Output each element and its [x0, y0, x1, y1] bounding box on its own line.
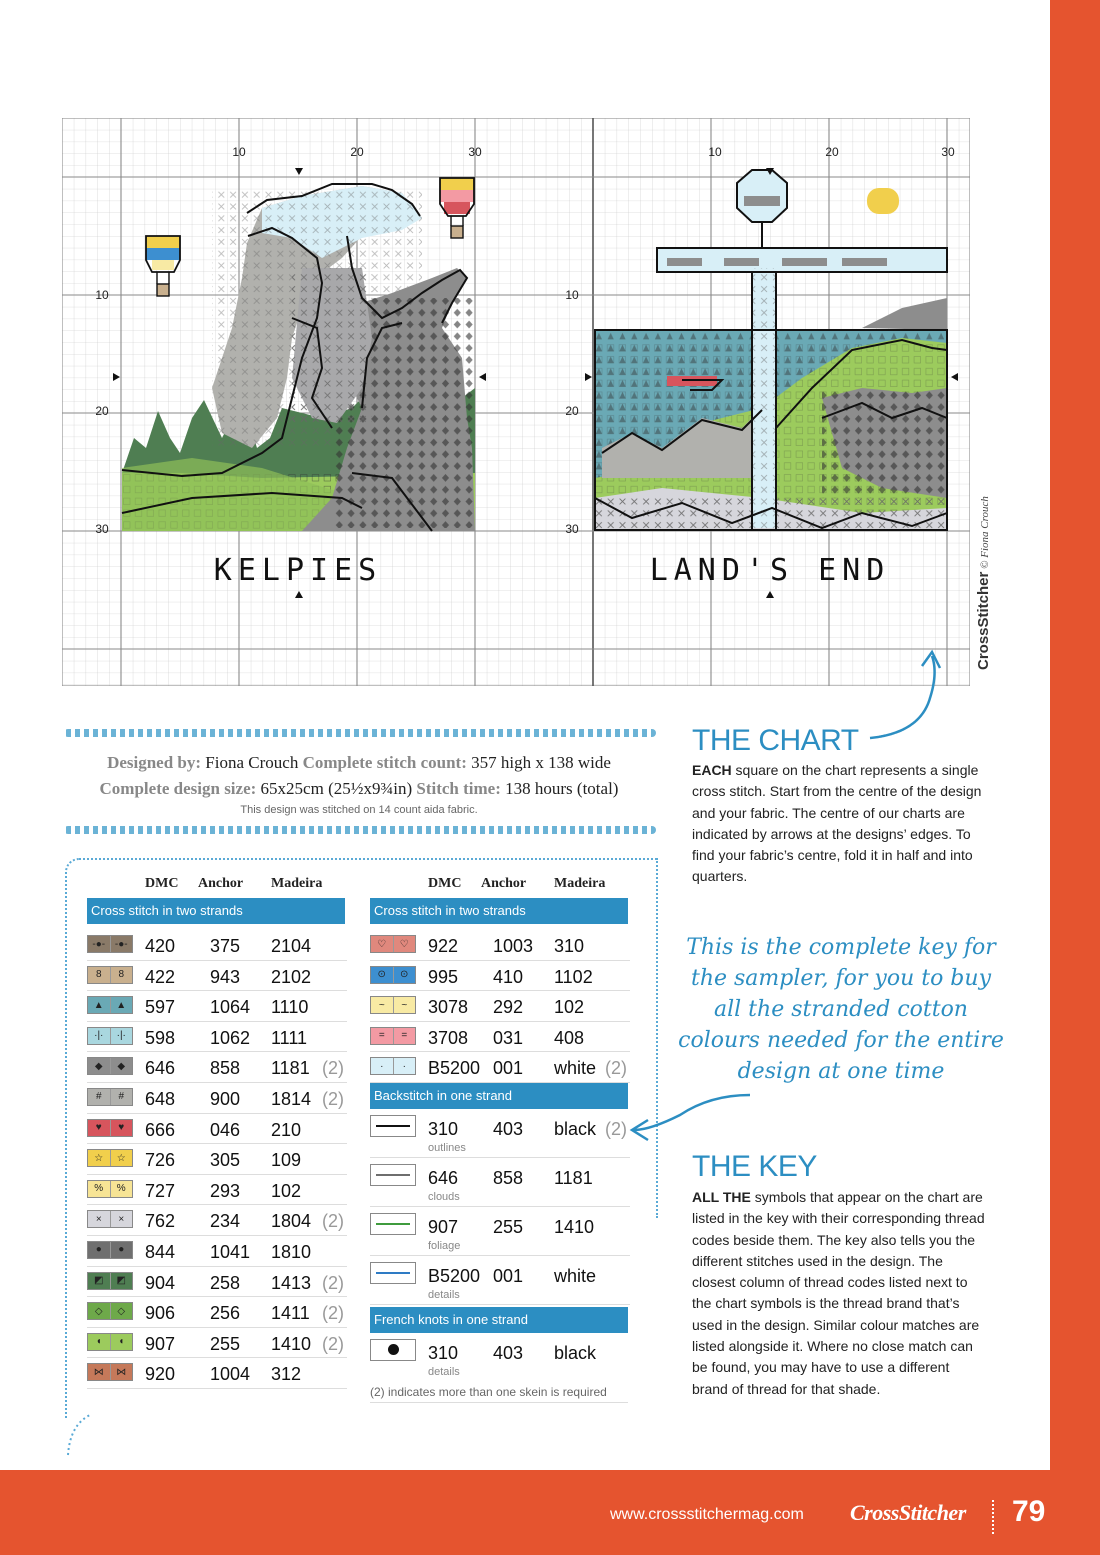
thread-anchor: 1041: [210, 1241, 251, 1262]
thread-madeira: 1110: [271, 997, 309, 1018]
thread-anchor: 943: [210, 966, 241, 987]
thread-anchor: 292: [493, 997, 524, 1018]
key-row: [370, 1022, 630, 1053]
page-number: 79: [1012, 1495, 1046, 1528]
thread-anchor: 293: [210, 1180, 241, 1201]
thread-madeira: 210: [271, 1119, 302, 1140]
thread-anchor: 1062: [210, 1027, 251, 1048]
thread-use: outlines: [428, 1141, 466, 1154]
thread-swatch-icon: [87, 1363, 133, 1381]
right-row-tick-10: 10: [565, 288, 579, 302]
backstitch-header: Backstitch in one strand: [370, 1083, 628, 1109]
thread-madeira: 1181: [271, 1058, 310, 1079]
key-column-left: [87, 876, 347, 1389]
thread-use: clouds: [428, 1190, 460, 1203]
thread-swatch-icon: [370, 935, 416, 953]
thread-swatch-icon: [370, 1027, 416, 1045]
the-chart-title: THE CHART: [692, 724, 859, 757]
thread-anchor: 031: [493, 1027, 524, 1048]
stitch-time-value: 138 hours (total): [505, 779, 619, 798]
thread-madeira: black: [554, 1342, 597, 1363]
swatch-symbol: ·: [394, 1058, 416, 1074]
thread-anchor: 403: [493, 1118, 524, 1139]
thread-swatch-icon: [87, 1057, 133, 1075]
page-footer: [0, 1470, 1100, 1555]
designed-by-value: Fiona Crouch: [205, 753, 299, 772]
swatch-symbol: ▲: [111, 997, 133, 1013]
the-chart-lead: EACH: [692, 762, 732, 778]
key-row: [370, 930, 630, 961]
thread-use: foliage: [428, 1239, 461, 1252]
backstitch-row: [370, 1207, 630, 1256]
thread-madeira: 1410: [271, 1333, 312, 1354]
backstitch-line-icon: [370, 1115, 416, 1137]
swatch-symbol: ◇: [88, 1303, 111, 1319]
right-col-tick-30: 30: [941, 145, 955, 159]
thread-swatch-icon: [87, 1180, 133, 1198]
swatch-symbol: ●: [88, 1242, 111, 1258]
designed-by-label: Designed by:: [107, 753, 202, 772]
lands-end-title: LAND'S END: [649, 553, 891, 588]
thread-anchor: 234: [210, 1211, 241, 1232]
thread-swatch-icon: [87, 996, 133, 1014]
thread-madeira: white: [554, 1058, 597, 1079]
key-row: [87, 1236, 347, 1267]
left-row-tick-20: 20: [95, 404, 109, 418]
key-row: [87, 1205, 347, 1236]
kelpies-title: KELPIES: [213, 553, 383, 588]
cross-stitch-header: Cross stitch in two strands: [87, 898, 345, 924]
swatch-symbol: ☆: [111, 1150, 133, 1166]
backstitch-row: [370, 1158, 630, 1207]
thread-anchor: 258: [210, 1272, 241, 1293]
thread-anchor: 1003: [493, 936, 534, 956]
thread-madeira: 310: [554, 936, 585, 956]
design-size-value: 65x25cm (25½x9¾in): [260, 779, 413, 798]
key-row: [87, 930, 347, 961]
thread-skeins: (2): [605, 1058, 627, 1079]
the-key-text: [692, 1187, 987, 1400]
credit-brand: CrossStitcher: [975, 571, 992, 670]
thread-swatch-icon: [87, 1272, 133, 1290]
design-info: [62, 750, 656, 816]
left-row-tick-30: 30: [95, 522, 109, 536]
thread-dmc: 907: [145, 1333, 176, 1354]
the-key-title: THE KEY: [692, 1150, 817, 1183]
thread-dmc: 420: [145, 936, 176, 956]
thread-anchor: 256: [210, 1303, 241, 1324]
footer-brand: CrossStitcher: [850, 1500, 966, 1525]
french-knot-row: [370, 1333, 630, 1381]
thread-madeira: 109: [271, 1150, 302, 1171]
thread-swatch-icon: [87, 1149, 133, 1167]
the-key-body: symbols that appear on the chart are listed in the key with their corresponding thread codes beside them. The key also tells you the different stitches used in the design. The closest column of thread codes listed next to the chart symbols is the thread brand that’s used in the design. Similar colour matches are listed alongside it. Where no close match can be found, you may have to use a different brand of thread for that shade.: [692, 1189, 985, 1397]
thread-madeira: 1410: [554, 1216, 595, 1237]
french-knot-dot-icon: [370, 1339, 416, 1361]
the-chart-body: square on the chart represents a single cross stitch. Start from the centre of the design and your fabric. The centre of our charts are indicated by arrows at the designs’ edges. To find your fabric’s centre, fold it in half and into quarters.: [692, 762, 982, 885]
swatch-symbol: ⊙: [394, 967, 416, 983]
col-anchor: Anchor: [481, 876, 527, 891]
footer-separator: [992, 1500, 994, 1534]
thread-swatch-icon: [87, 1241, 133, 1259]
left-row-tick-10: 10: [95, 288, 109, 302]
swatch-symbol: ◩: [111, 1273, 133, 1289]
swatch-symbol: ●: [111, 1242, 133, 1258]
key-row: [370, 1052, 630, 1083]
thread-anchor: 255: [210, 1333, 241, 1354]
thread-dmc: 762: [145, 1211, 176, 1232]
thread-anchor: 305: [210, 1150, 241, 1171]
swatch-symbol: ♡: [394, 936, 416, 952]
thread-anchor: 255: [493, 1216, 524, 1237]
thread-dmc: 995: [428, 966, 459, 987]
thread-dmc: 666: [145, 1119, 176, 1140]
thread-madeira: black: [554, 1118, 597, 1139]
thread-madeira: 1411: [271, 1303, 310, 1324]
the-key-lead: ALL THE: [692, 1189, 751, 1205]
thread-dmc: 310: [428, 1342, 459, 1363]
swatch-symbol: 8: [111, 967, 133, 983]
swatch-symbol: =: [371, 1028, 394, 1044]
swatch-symbol: #: [111, 1089, 133, 1105]
thread-swatch-icon: [87, 1302, 133, 1320]
thread-anchor: 900: [210, 1088, 241, 1109]
thread-madeira: 2102: [271, 966, 312, 987]
thread-anchor: 410: [493, 966, 524, 987]
col-anchor: Anchor: [198, 876, 244, 891]
stitch-chart: [62, 118, 970, 686]
swatch-symbol: #: [88, 1089, 111, 1105]
thread-dmc: 3708: [428, 1027, 469, 1048]
thread-madeira: 1111: [271, 1027, 308, 1048]
swatch-symbol: =: [394, 1028, 416, 1044]
thread-anchor: 1004: [210, 1364, 251, 1385]
key-row: [87, 1144, 347, 1175]
thread-swatch-icon: [370, 996, 416, 1014]
thread-dmc: 597: [145, 997, 176, 1018]
swatch-symbol: ◖: [111, 1334, 133, 1350]
thread-dmc: B5200: [428, 1265, 481, 1286]
swatch-symbol: ◆: [88, 1058, 111, 1074]
key-row: [87, 961, 347, 992]
key-row: [87, 991, 347, 1022]
swatch-symbol: ⋈: [111, 1364, 133, 1380]
swatch-symbol: ·: [371, 1058, 394, 1074]
backstitch-line-icon: [370, 1164, 416, 1186]
thread-dmc: 648: [145, 1088, 176, 1109]
key-arrow: [620, 1085, 760, 1145]
thread-swatch-icon: [87, 1027, 133, 1045]
thread-anchor: 858: [493, 1167, 524, 1188]
thread-swatch-icon: [370, 1057, 416, 1075]
swatch-symbol: -●-: [88, 936, 111, 952]
thread-dmc: 904: [145, 1272, 176, 1293]
swatch-symbol: ◇: [111, 1303, 133, 1319]
thread-anchor: 403: [493, 1342, 524, 1363]
thread-skeins: (2): [322, 1303, 344, 1324]
key-box-edge: [655, 858, 658, 1218]
stitch-count-label: Complete stitch count:: [302, 753, 467, 772]
thread-anchor: 001: [493, 1265, 524, 1286]
thread-skeins: (2): [322, 1333, 344, 1354]
right-row-tick-20: 20: [565, 404, 579, 418]
col-madeira: Madeira: [271, 876, 323, 891]
thread-dmc: B5200: [428, 1058, 481, 1079]
swatch-symbol: 8: [88, 967, 111, 983]
thread-skeins: (2): [322, 1058, 344, 1079]
backstitch-row: [370, 1109, 630, 1158]
the-chart-text: [692, 760, 987, 888]
key-row: [87, 1114, 347, 1145]
key-row: [87, 1022, 347, 1053]
thread-madeira: 312: [271, 1364, 302, 1385]
thread-madeira: 1810: [271, 1241, 312, 1262]
right-col-tick-10: 10: [708, 145, 722, 159]
thread-swatch-icon: [87, 1088, 133, 1106]
swatch-symbol: ♡: [371, 936, 394, 952]
key-column-right: [370, 876, 630, 1403]
thread-dmc: 646: [145, 1058, 176, 1079]
section-label: STITCH-A-LONG: [841, 38, 1046, 65]
key-row: [87, 1328, 347, 1359]
key-row: [370, 991, 630, 1022]
thread-anchor: 1064: [210, 997, 251, 1018]
chart-arrow: [860, 648, 950, 748]
swatch-symbol: ☆: [88, 1150, 111, 1166]
thread-anchor: 001: [493, 1058, 524, 1079]
swatch-symbol: -●-: [111, 936, 133, 952]
thread-swatch-icon: [87, 966, 133, 984]
swatch-symbol: ×: [111, 1211, 133, 1227]
thread-madeira: 1413: [271, 1272, 312, 1293]
swatch-symbol: ×: [88, 1211, 111, 1227]
footer-url[interactable]: www.crossstitchermag.com: [610, 1506, 804, 1523]
thread-madeira: 1814: [271, 1088, 312, 1109]
left-col-tick-20: 20: [350, 145, 364, 159]
thread-dmc: 920: [145, 1364, 176, 1385]
thread-dmc: 922: [428, 936, 459, 956]
thread-skeins: (2): [322, 1088, 344, 1109]
swatch-symbol: ◩: [88, 1273, 111, 1289]
col-dmc: DMC: [428, 876, 462, 891]
key-row: [87, 1052, 347, 1083]
key-row: [87, 1358, 347, 1389]
right-col-tick-20: 20: [825, 145, 839, 159]
thread-anchor: 375: [210, 936, 241, 956]
thread-swatch-icon: [87, 1119, 133, 1137]
thread-dmc: 422: [145, 966, 176, 987]
key-row: [87, 1175, 347, 1206]
stitch-time-label: Stitch time:: [416, 779, 501, 798]
swatch-symbol: ~: [371, 997, 394, 1013]
thread-madeira: 408: [554, 1027, 585, 1048]
thread-use: details: [428, 1288, 460, 1301]
key-row: [87, 1267, 347, 1298]
thread-madeira: 1181: [554, 1167, 593, 1188]
thread-dmc: 3078: [428, 997, 469, 1018]
swatch-symbol: ⋈: [88, 1364, 111, 1380]
thread-madeira: 102: [554, 997, 585, 1018]
thread-dmc: 646: [428, 1167, 459, 1188]
swatch-symbol: ~: [394, 997, 416, 1013]
key-row: [370, 961, 630, 992]
thread-dmc: 844: [145, 1241, 176, 1262]
thread-swatch-icon: [87, 1333, 133, 1351]
swatch-symbol: ♥: [111, 1120, 133, 1136]
thread-dmc: 727: [145, 1180, 176, 1201]
french-knot-header: French knots in one strand: [370, 1307, 628, 1333]
thread-skeins: (2): [322, 1272, 344, 1293]
thread-madeira: 1102: [554, 966, 593, 987]
divider-bottom: [64, 826, 656, 834]
thread-dmc: 907: [428, 1216, 459, 1237]
backstitch-line-icon: [370, 1213, 416, 1235]
swatch-symbol: ◆: [111, 1058, 133, 1074]
thread-madeira: white: [554, 1265, 597, 1286]
skein-footnote: (2) indicates more than one skein is required: [370, 1385, 628, 1403]
key-script-note: This is the complete key for the sampler, for you to buy all the stranded cotton colours needed for the entire design at one time: [678, 935, 1004, 1084]
key-row: [87, 1297, 347, 1328]
thread-anchor: 046: [210, 1119, 241, 1140]
backstitch-row: [370, 1256, 630, 1305]
thread-skeins: (2): [605, 1118, 627, 1139]
swatch-symbol: ·|·: [88, 1028, 111, 1044]
swatch-symbol: ⊙: [371, 967, 394, 983]
swatch-symbol: ♥: [88, 1120, 111, 1136]
thread-anchor: 858: [210, 1058, 241, 1079]
backstitch-line-icon: [370, 1262, 416, 1284]
thread-swatch-icon: [370, 966, 416, 984]
cross-stitch-header: Cross stitch in two strands: [370, 898, 628, 924]
fabric-note: This design was stitched on 14 count aida fabric.: [240, 804, 478, 816]
design-size-label: Complete design size:: [99, 779, 257, 798]
left-col-tick-10: 10: [232, 145, 246, 159]
stitch-count-value: 357 high x 138 wide: [471, 753, 611, 772]
thread-skeins: (2): [322, 1211, 344, 1232]
swatch-symbol: ·|·: [111, 1028, 133, 1044]
thread-dmc: 598: [145, 1027, 176, 1048]
swatch-symbol: ◖: [88, 1334, 111, 1350]
col-madeira: Madeira: [554, 876, 606, 891]
col-dmc: DMC: [145, 876, 179, 891]
divider-top: [64, 729, 656, 737]
thread-madeira: 102: [271, 1180, 302, 1201]
swatch-symbol: ▲: [88, 997, 111, 1013]
dotted-swoosh: [60, 1410, 100, 1460]
right-row-tick-30: 30: [565, 522, 579, 536]
key-row: [87, 1083, 347, 1114]
thread-dmc: 310: [428, 1118, 459, 1139]
swatch-symbol: %: [88, 1181, 111, 1197]
thread-swatch-icon: [87, 935, 133, 953]
thread-swatch-icon: [87, 1210, 133, 1228]
thread-use: details: [428, 1365, 460, 1378]
swatch-symbol: %: [111, 1181, 133, 1197]
thread-dmc: 726: [145, 1150, 176, 1171]
thread-madeira: 2104: [271, 936, 312, 956]
thread-madeira: 1804: [271, 1211, 312, 1232]
left-col-tick-30: 30: [468, 145, 482, 159]
thread-dmc: 906: [145, 1303, 176, 1324]
chart-credit: [975, 496, 1000, 670]
credit-name: © Fiona Crouch: [979, 496, 991, 569]
